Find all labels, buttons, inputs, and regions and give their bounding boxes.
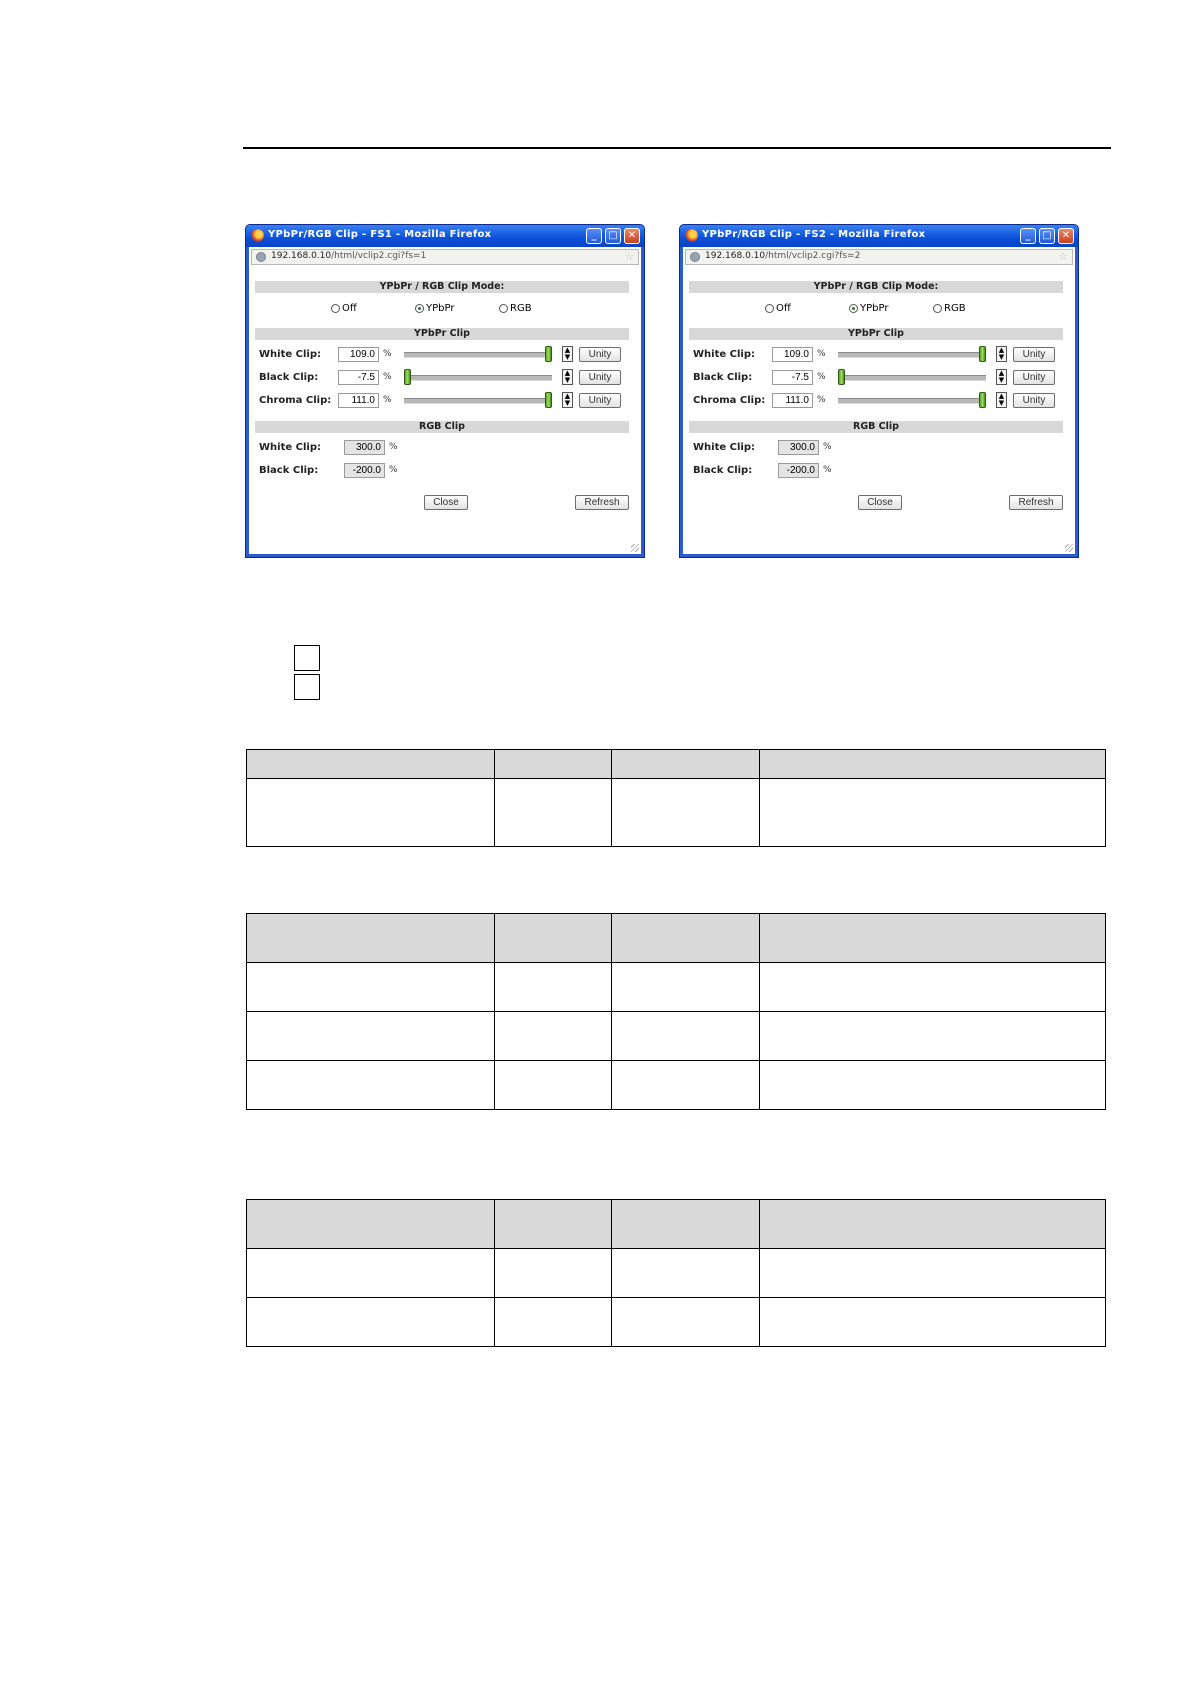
close-button[interactable]: Close — [424, 495, 468, 510]
rgb-white-clip-value: 300.0 — [344, 440, 385, 455]
rgb-white-clip-label: White Clip: — [259, 442, 321, 453]
bookmark-star-icon[interactable]: ☆ — [624, 250, 634, 263]
window-title: YPbPr/RGB Clip - FS1 - Mozilla Firefox — [268, 229, 492, 240]
slider-thumb[interactable] — [979, 392, 986, 408]
firefox-window-fs1 — [245, 224, 645, 558]
rgb-white-clip-unit: % — [389, 442, 398, 452]
url-bar[interactable] — [251, 249, 639, 265]
slider-thumb[interactable] — [545, 392, 552, 408]
table-row — [247, 1298, 1106, 1347]
mode-radio-off[interactable]: Off — [331, 303, 357, 314]
firefox-window-fs2 — [679, 224, 1079, 558]
clip-mode-radio-group — [683, 303, 1073, 317]
maximize-button[interactable]: □ — [1039, 228, 1055, 244]
close-window-button[interactable]: ✕ — [624, 228, 640, 244]
mode-radio-ypbpr[interactable]: YPbPr — [415, 303, 454, 314]
url-text: 192.168.0.10/html/vclip2.cgi?fs=2 — [705, 251, 861, 261]
rgb-black-clip-unit: % — [389, 465, 398, 475]
rgb-white-clip-unit: % — [823, 442, 832, 452]
url-bar[interactable] — [685, 249, 1073, 265]
bullet-box — [294, 645, 320, 671]
radio-dot — [331, 304, 340, 313]
white-clip-unit: % — [383, 349, 392, 359]
firefox-icon — [685, 229, 698, 242]
white-clip-input[interactable]: 109.0 — [772, 347, 813, 362]
black-clip-label: Black Clip: — [259, 372, 319, 383]
slider-thumb[interactable] — [979, 346, 986, 362]
black-clip-unit: % — [817, 372, 826, 382]
radio-dot-selected — [849, 304, 858, 313]
table-row — [247, 1012, 1106, 1061]
slider-thumb[interactable] — [545, 346, 552, 362]
mode-radio-ypbpr[interactable]: YPbPr — [849, 303, 888, 314]
refresh-button[interactable]: Refresh — [1009, 495, 1063, 510]
window-content — [249, 247, 641, 554]
chroma-clip-stepper[interactable]: ▲ ▼ — [996, 392, 1007, 408]
white-clip-label: White Clip: — [693, 349, 755, 360]
table-header-row — [247, 750, 1106, 779]
black-clip-label: Black Clip: — [693, 372, 753, 383]
title-bar[interactable] — [680, 225, 1078, 247]
rgb-section-header: RGB Clip — [255, 421, 629, 433]
table-row — [247, 963, 1106, 1012]
url-text: 192.168.0.10/html/vclip2.cgi?fs=1 — [271, 251, 427, 261]
close-window-button[interactable]: ✕ — [1058, 228, 1074, 244]
minimize-button[interactable]: _ — [586, 228, 602, 244]
white-clip-slider[interactable] — [404, 352, 552, 358]
mode-section-header: YPbPr / RGB Clip Mode: — [255, 281, 629, 293]
radio-dot — [499, 304, 508, 313]
chroma-clip-input[interactable]: 111.0 — [338, 393, 379, 408]
title-bar[interactable] — [246, 225, 644, 247]
settings-table-3 — [246, 1199, 1106, 1347]
resize-grip[interactable] — [1065, 544, 1073, 552]
rgb-white-clip-value: 300.0 — [778, 440, 819, 455]
bookmark-star-icon[interactable]: ☆ — [1058, 250, 1068, 263]
ypbpr-section-header: YPbPr Clip — [255, 328, 629, 340]
table-row — [247, 779, 1106, 847]
chroma-clip-slider[interactable] — [838, 398, 986, 404]
settings-table-1 — [246, 749, 1106, 847]
table-header-row — [247, 914, 1106, 963]
mode-radio-off[interactable]: Off — [765, 303, 791, 314]
black-clip-input[interactable]: -7.5 — [338, 370, 379, 385]
radio-dot — [933, 304, 942, 313]
chroma-clip-unity-button[interactable]: Unity — [1013, 393, 1055, 408]
maximize-button[interactable]: □ — [605, 228, 621, 244]
page-top-rule — [243, 147, 1111, 149]
table-row — [247, 1249, 1106, 1298]
chroma-clip-slider[interactable] — [404, 398, 552, 404]
window-content — [683, 247, 1075, 554]
clip-mode-radio-group — [249, 303, 639, 317]
refresh-button[interactable]: Refresh — [575, 495, 629, 510]
mode-radio-rgb[interactable]: RGB — [933, 303, 966, 314]
close-button[interactable]: Close — [858, 495, 902, 510]
white-clip-label: White Clip: — [259, 349, 321, 360]
window-title: YPbPr/RGB Clip - FS2 - Mozilla Firefox — [702, 229, 926, 240]
black-clip-unity-button[interactable]: Unity — [1013, 370, 1055, 385]
mode-section-header: YPbPr / RGB Clip Mode: — [689, 281, 1063, 293]
rgb-black-clip-value: -200.0 — [778, 463, 819, 478]
rgb-black-clip-label: Black Clip: — [259, 465, 319, 476]
settings-table-2 — [246, 913, 1106, 1110]
white-clip-unity-button[interactable]: Unity — [1013, 347, 1055, 362]
rgb-black-clip-value: -200.0 — [344, 463, 385, 478]
globe-icon — [256, 252, 266, 262]
slider-thumb[interactable] — [838, 369, 845, 385]
black-clip-unity-button[interactable]: Unity — [579, 370, 621, 385]
white-clip-stepper[interactable]: ▲ ▼ — [996, 346, 1007, 362]
black-clip-stepper[interactable]: ▲ ▼ — [996, 369, 1007, 385]
white-clip-slider[interactable] — [838, 352, 986, 358]
globe-icon — [690, 252, 700, 262]
table-header-row — [247, 1200, 1106, 1249]
white-clip-unity-button[interactable]: Unity — [579, 347, 621, 362]
chroma-clip-input[interactable]: 111.0 — [772, 393, 813, 408]
chroma-clip-unity-button[interactable]: Unity — [579, 393, 621, 408]
black-clip-input[interactable]: -7.5 — [772, 370, 813, 385]
white-clip-unit: % — [817, 349, 826, 359]
chroma-clip-label: Chroma Clip: — [693, 395, 766, 406]
rgb-white-clip-label: White Clip: — [693, 442, 755, 453]
table-row — [247, 1061, 1106, 1110]
minimize-button[interactable]: _ — [1020, 228, 1036, 244]
ypbpr-section-header: YPbPr Clip — [689, 328, 1063, 340]
black-clip-unit: % — [383, 372, 392, 382]
black-clip-stepper[interactable]: ▲ ▼ — [562, 369, 573, 385]
chroma-clip-label: Chroma Clip: — [259, 395, 332, 406]
radio-dot — [765, 304, 774, 313]
rgb-black-clip-label: Black Clip: — [693, 465, 753, 476]
resize-grip[interactable] — [631, 544, 639, 552]
chroma-clip-unit: % — [817, 395, 826, 405]
firefox-icon — [251, 229, 264, 242]
rgb-section-header: RGB Clip — [689, 421, 1063, 433]
mode-radio-rgb[interactable]: RGB — [499, 303, 532, 314]
bullet-box — [294, 674, 320, 700]
radio-dot-selected — [415, 304, 424, 313]
black-clip-slider[interactable] — [404, 375, 552, 381]
white-clip-input[interactable]: 109.0 — [338, 347, 379, 362]
chroma-clip-unit: % — [383, 395, 392, 405]
slider-thumb[interactable] — [404, 369, 411, 385]
chroma-clip-stepper[interactable]: ▲ ▼ — [562, 392, 573, 408]
white-clip-stepper[interactable]: ▲ ▼ — [562, 346, 573, 362]
rgb-black-clip-unit: % — [823, 465, 832, 475]
black-clip-slider[interactable] — [838, 375, 986, 381]
